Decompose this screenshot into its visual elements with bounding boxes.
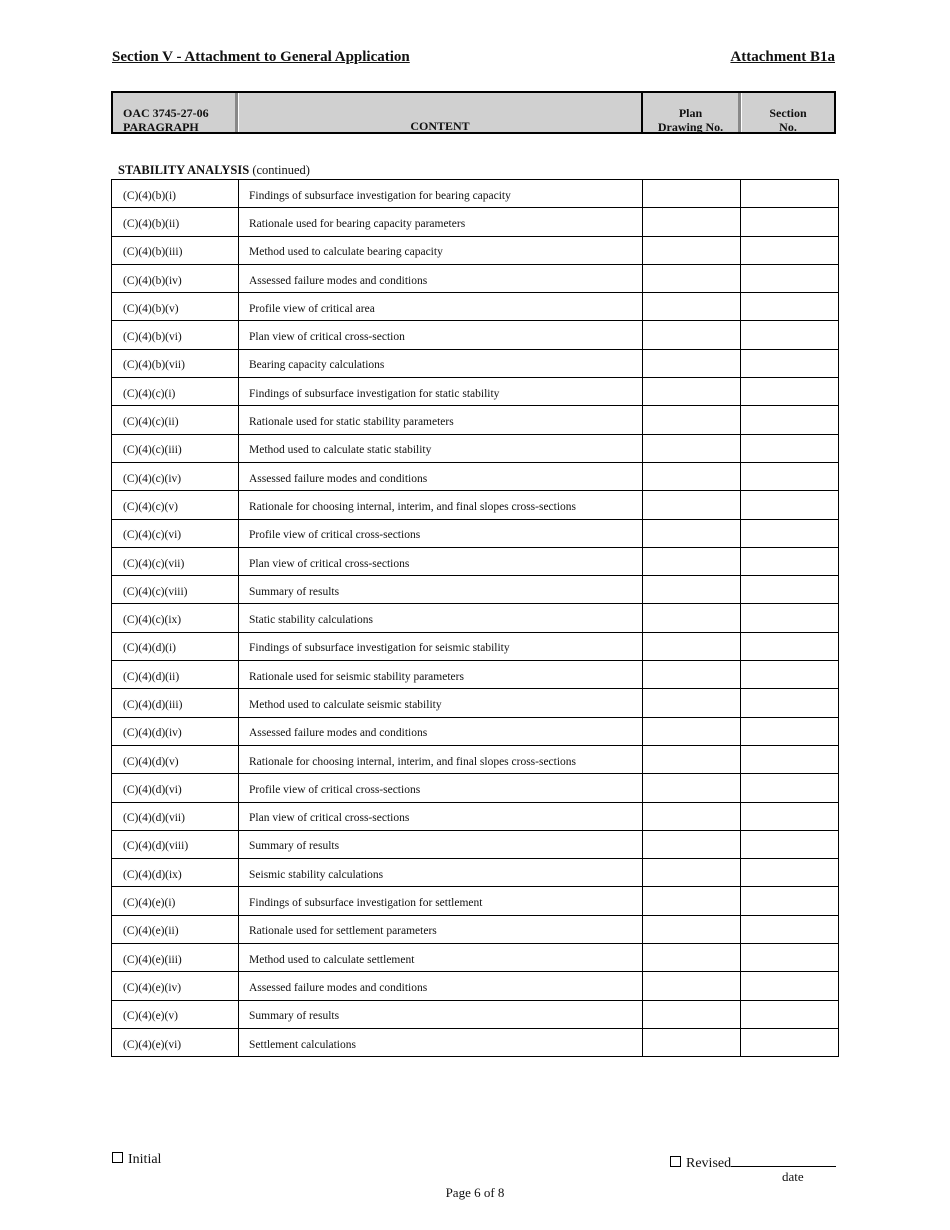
paragraph-cell: (C)(4)(c)(i) — [112, 378, 239, 406]
paragraph-cell: (C)(4)(c)(ii) — [112, 406, 239, 434]
plan-drawing-cell[interactable] — [643, 378, 741, 406]
paragraph-cell: (C)(4)(e)(ii) — [112, 915, 239, 943]
table-row — [112, 774, 839, 802]
initial-checkbox-field[interactable] — [112, 1152, 161, 1168]
content-cell: Rationale for choosing internal, interim, and final slopes cross-sections — [239, 491, 643, 519]
requirements-table-body — [112, 180, 839, 1057]
content-cell: Assessed failure modes and conditions — [239, 462, 643, 490]
column-header-section-no — [741, 93, 834, 132]
content-cell: Profile view of critical area — [239, 293, 643, 321]
plan-drawing-cell[interactable] — [643, 236, 741, 264]
plan-drawing-cell[interactable] — [643, 661, 741, 689]
requirements-table — [111, 179, 839, 1057]
plan-drawing-cell[interactable] — [643, 717, 741, 745]
table-row — [112, 378, 839, 406]
paragraph-cell: (C)(4)(c)(iii) — [112, 434, 239, 462]
section-number-cell[interactable] — [741, 208, 839, 236]
table-row — [112, 547, 839, 575]
plan-drawing-cell[interactable] — [643, 180, 741, 208]
revised-label: Revised — [686, 1156, 732, 1171]
plan-drawing-cell[interactable] — [643, 859, 741, 887]
plan-drawing-cell[interactable] — [643, 434, 741, 462]
section-number-cell[interactable] — [741, 462, 839, 490]
content-cell: Summary of results — [239, 830, 643, 858]
plan-drawing-cell[interactable] — [643, 1028, 741, 1056]
section-number-cell[interactable] — [741, 434, 839, 462]
plan-drawing-cell[interactable] — [643, 774, 741, 802]
plan-drawing-cell[interactable] — [643, 604, 741, 632]
content-cell: Rationale for choosing internal, interim, and final slopes cross-sections — [239, 745, 643, 773]
paragraph-cell: (C)(4)(c)(iv) — [112, 462, 239, 490]
table-row — [112, 830, 839, 858]
section-number-cell[interactable] — [741, 1000, 839, 1028]
page-header — [112, 49, 835, 71]
paragraph-cell: (C)(4)(b)(iv) — [112, 264, 239, 292]
content-cell: Profile view of critical cross-sections — [239, 774, 643, 802]
paragraph-cell: (C)(4)(e)(vi) — [112, 1028, 239, 1056]
table-row — [112, 689, 839, 717]
paragraph-cell: (C)(4)(e)(iii) — [112, 944, 239, 972]
section-number-cell[interactable] — [741, 491, 839, 519]
section-number-cell[interactable] — [741, 406, 839, 434]
plan-drawing-cell[interactable] — [643, 462, 741, 490]
paragraph-cell: (C)(4)(d)(v) — [112, 745, 239, 773]
plan-drawing-cell[interactable] — [643, 1000, 741, 1028]
content-cell: Rationale used for seismic stability parameters — [239, 661, 643, 689]
plan-drawing-cell[interactable] — [643, 208, 741, 236]
table-row — [112, 576, 839, 604]
paragraph-cell: (C)(4)(d)(i) — [112, 632, 239, 660]
plan-drawing-cell[interactable] — [643, 519, 741, 547]
revised-checkbox[interactable] — [670, 1156, 681, 1167]
paragraph-cell: (C)(4)(b)(ii) — [112, 208, 239, 236]
content-cell: Rationale used for settlement parameters — [239, 915, 643, 943]
paragraph-cell: (C)(4)(d)(ix) — [112, 859, 239, 887]
plan-drawing-cell[interactable] — [643, 972, 741, 1000]
content-cell: Bearing capacity calculations — [239, 349, 643, 377]
paragraph-cell: (C)(4)(d)(ii) — [112, 661, 239, 689]
content-cell: Assessed failure modes and conditions — [239, 717, 643, 745]
table-row — [112, 1000, 839, 1028]
section-number-cell[interactable] — [741, 745, 839, 773]
paragraph-cell: (C)(4)(d)(viii) — [112, 830, 239, 858]
section-number-cell[interactable] — [741, 264, 839, 292]
section-number-cell[interactable] — [741, 349, 839, 377]
document-section-title: Section V - Attachment to General Application — [112, 49, 410, 65]
paragraph-cell: (C)(4)(b)(vi) — [112, 321, 239, 349]
column-header-paragraph-line1: OAC 3745-27-06 — [123, 106, 209, 120]
plan-drawing-cell[interactable] — [643, 293, 741, 321]
section-number-cell[interactable] — [741, 604, 839, 632]
plan-drawing-cell[interactable] — [643, 491, 741, 519]
content-cell: Findings of subsurface investigation for settlement — [239, 887, 643, 915]
paragraph-cell: (C)(4)(e)(iv) — [112, 972, 239, 1000]
table-row — [112, 604, 839, 632]
paragraph-cell: (C)(4)(b)(v) — [112, 293, 239, 321]
content-cell: Settlement calculations — [239, 1028, 643, 1056]
table-row — [112, 236, 839, 264]
plan-drawing-cell[interactable] — [643, 689, 741, 717]
content-cell: Method used to calculate bearing capacity — [239, 236, 643, 264]
section-number-cell[interactable] — [741, 830, 839, 858]
plan-drawing-cell[interactable] — [643, 264, 741, 292]
revised-date-line[interactable] — [731, 1152, 836, 1167]
section-number-cell[interactable] — [741, 661, 839, 689]
plan-drawing-cell[interactable] — [643, 745, 741, 773]
content-cell: Findings of subsurface investigation for seismic stability — [239, 632, 643, 660]
paragraph-cell: (C)(4)(d)(iv) — [112, 717, 239, 745]
section-number-cell[interactable] — [741, 180, 839, 208]
content-cell: Assessed failure modes and conditions — [239, 972, 643, 1000]
table-row — [112, 462, 839, 490]
column-header-plan-drawing — [643, 93, 741, 132]
content-cell: Plan view of critical cross-sections — [239, 802, 643, 830]
content-cell: Plan view of critical cross-section — [239, 321, 643, 349]
section-number-cell[interactable] — [741, 632, 839, 660]
section-number-cell[interactable] — [741, 236, 839, 264]
table-row — [112, 661, 839, 689]
table-row — [112, 717, 839, 745]
column-header-plan-line2: Drawing No. — [657, 120, 724, 134]
paragraph-cell: (C)(4)(d)(vi) — [112, 774, 239, 802]
content-cell: Seismic stability calculations — [239, 859, 643, 887]
table-row — [112, 180, 839, 208]
content-cell: Findings of subsurface investigation for static stability — [239, 378, 643, 406]
plan-drawing-cell[interactable] — [643, 887, 741, 915]
column-header-plan-line1: Plan — [678, 106, 703, 120]
section-number-cell[interactable] — [741, 859, 839, 887]
section-number-cell[interactable] — [741, 944, 839, 972]
table-row — [112, 406, 839, 434]
paragraph-cell: (C)(4)(c)(viii) — [112, 576, 239, 604]
paragraph-cell: (C)(4)(b)(i) — [112, 180, 239, 208]
attachment-title: Attachment B1a — [730, 49, 835, 65]
revised-checkbox-field[interactable] — [670, 1152, 836, 1172]
section-number-cell[interactable] — [741, 802, 839, 830]
content-cell: Static stability calculations — [239, 604, 643, 632]
paragraph-cell: (C)(4)(e)(i) — [112, 887, 239, 915]
section-number-cell[interactable] — [741, 915, 839, 943]
table-row — [112, 491, 839, 519]
section-number-cell[interactable] — [741, 972, 839, 1000]
table-row — [112, 519, 839, 547]
section-number-cell[interactable] — [741, 887, 839, 915]
section-number-cell[interactable] — [741, 689, 839, 717]
table-row — [112, 972, 839, 1000]
section-number-cell[interactable] — [741, 717, 839, 745]
content-cell: Method used to calculate static stability — [239, 434, 643, 462]
content-cell: Method used to calculate seismic stability — [239, 689, 643, 717]
table-row — [112, 208, 839, 236]
content-cell: Assessed failure modes and conditions — [239, 264, 643, 292]
plan-drawing-cell[interactable] — [643, 632, 741, 660]
section-heading-suffix: (continued) — [249, 163, 310, 177]
content-cell: Findings of subsurface investigation for bearing capacity — [239, 180, 643, 208]
content-cell: Summary of results — [239, 1000, 643, 1028]
initial-checkbox[interactable] — [112, 1152, 123, 1163]
plan-drawing-cell[interactable] — [643, 915, 741, 943]
paragraph-cell: (C)(4)(e)(v) — [112, 1000, 239, 1028]
plan-drawing-cell[interactable] — [643, 406, 741, 434]
section-number-cell[interactable] — [741, 1028, 839, 1056]
content-cell: Plan view of critical cross-sections — [239, 547, 643, 575]
plan-drawing-cell[interactable] — [643, 944, 741, 972]
content-cell: Method used to calculate settlement — [239, 944, 643, 972]
column-header-paragraph — [113, 93, 238, 132]
column-header-section-line2: No. — [779, 120, 797, 134]
content-cell: Summary of results — [239, 576, 643, 604]
column-header-row — [111, 91, 836, 134]
date-caption: date — [782, 1169, 804, 1184]
table-row — [112, 321, 839, 349]
column-header-content: CONTENT — [238, 93, 643, 132]
plan-drawing-cell[interactable] — [643, 576, 741, 604]
page-number: Page 6 of 8 — [445, 1185, 505, 1200]
table-row — [112, 859, 839, 887]
table-row — [112, 915, 839, 943]
content-cell: Rationale used for bearing capacity parameters — [239, 208, 643, 236]
section-number-cell[interactable] — [741, 378, 839, 406]
section-number-cell[interactable] — [741, 519, 839, 547]
section-heading-title: STABILITY ANALYSIS — [118, 163, 250, 177]
section-number-cell[interactable] — [741, 547, 839, 575]
table-row — [112, 293, 839, 321]
table-row — [112, 1028, 839, 1056]
paragraph-cell: (C)(4)(b)(iii) — [112, 236, 239, 264]
plan-drawing-cell[interactable] — [643, 830, 741, 858]
paragraph-cell: (C)(4)(d)(vii) — [112, 802, 239, 830]
paragraph-cell: (C)(4)(b)(vii) — [112, 349, 239, 377]
section-number-cell[interactable] — [741, 293, 839, 321]
content-cell: Profile view of critical cross-sections — [239, 519, 643, 547]
table-row — [112, 944, 839, 972]
table-row — [112, 632, 839, 660]
plan-drawing-cell[interactable] — [643, 349, 741, 377]
plan-drawing-cell[interactable] — [643, 321, 741, 349]
section-number-cell[interactable] — [741, 576, 839, 604]
table-row — [112, 349, 839, 377]
section-number-cell[interactable] — [741, 321, 839, 349]
initial-label: Initial — [128, 1152, 162, 1167]
section-number-cell[interactable] — [741, 774, 839, 802]
plan-drawing-cell[interactable] — [643, 802, 741, 830]
paragraph-cell: (C)(4)(c)(ix) — [112, 604, 239, 632]
column-header-paragraph-line2: PARAGRAPH — [123, 120, 199, 134]
paragraph-cell: (C)(4)(c)(vii) — [112, 547, 239, 575]
paragraph-cell: (C)(4)(c)(vi) — [112, 519, 239, 547]
content-cell: Rationale used for static stability parameters — [239, 406, 643, 434]
paragraph-cell: (C)(4)(c)(v) — [112, 491, 239, 519]
section-heading — [118, 163, 310, 178]
table-row — [112, 887, 839, 915]
table-row — [112, 434, 839, 462]
table-row — [112, 802, 839, 830]
table-row — [112, 745, 839, 773]
plan-drawing-cell[interactable] — [643, 547, 741, 575]
table-row — [112, 264, 839, 292]
paragraph-cell: (C)(4)(d)(iii) — [112, 689, 239, 717]
column-header-section-line1: Section — [769, 106, 807, 120]
